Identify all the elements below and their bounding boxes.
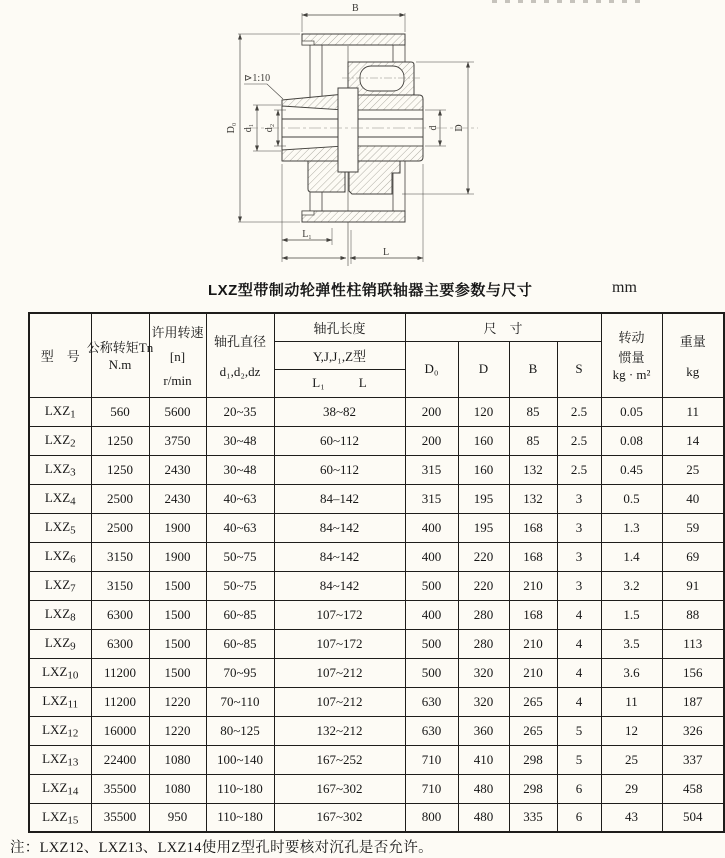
cell-inertia: 3.6 [601,658,662,687]
cell-s: 2.5 [557,397,601,426]
cell-b: 265 [509,716,557,745]
cropped-text-fragment [492,0,644,3]
cell-s: 5 [557,745,601,774]
cell-torque: 11200 [91,658,149,687]
cell-weight: 156 [662,658,724,687]
cell-bore: 40~63 [206,484,274,513]
cell-model [29,484,91,513]
model-number: 8 [70,611,76,624]
cell-d0: 500 [405,629,458,658]
cell-bore: 70~110 [206,687,274,716]
table-row [29,542,724,571]
cell-d: 480 [458,774,509,803]
dim-label-l: L [382,247,390,258]
model-series: LXZ [44,547,71,563]
technical-drawing [210,0,510,276]
cell-inertia: 0.45 [601,455,662,484]
cell-speed: 1900 [149,542,206,571]
cell-length: 107~172 [274,600,405,629]
model-number: 4 [70,495,76,508]
dim-label-l1: L₁ [302,229,312,240]
cell-d: 195 [458,484,509,513]
cell-s: 4 [557,600,601,629]
cell-d: 480 [458,803,509,832]
model-series: LXZ [44,460,71,476]
cell-b: 168 [509,542,557,571]
cell-length: 107~172 [274,629,405,658]
table-row [29,571,724,600]
cell-inertia: 3.2 [601,571,662,600]
cell-b: 265 [509,687,557,716]
cell-s: 4 [557,658,601,687]
cell-weight: 40 [662,484,724,513]
page-title: LXZ型带制动轮弹性柱销联轴器主要参数与尺寸 [208,282,533,299]
cell-speed: 2430 [149,455,206,484]
cell-length: 60~112 [274,455,405,484]
cell-s: 6 [557,774,601,803]
model-number: 6 [70,553,76,566]
cell-torque: 35500 [91,774,149,803]
cell-d0: 315 [405,484,458,513]
model-series: LXZ [44,605,71,621]
cell-model [29,600,91,629]
cell-d: 120 [458,397,509,426]
cell-speed: 3750 [149,426,206,455]
cell-s: 3 [557,542,601,571]
cell-length: 167~302 [274,803,405,832]
col-header-length-types: Y,J,J₁,Z型 [274,341,405,369]
cell-inertia: 0.5 [601,484,662,513]
taper-note: ⊳1:10 [244,73,271,84]
table-row [29,513,724,542]
speed-label: 许用转速 [151,324,204,340]
model-number: 3 [70,466,76,479]
l-label: L [358,375,367,390]
cell-model [29,803,91,832]
cell-length: 84–142 [274,484,405,513]
cell-speed: 1080 [149,745,206,774]
cell-speed: 1900 [149,513,206,542]
cell-model [29,455,91,484]
cell-inertia: 3.5 [601,629,662,658]
cell-s: 6 [557,803,601,832]
cell-speed: 950 [149,803,206,832]
cell-inertia: 12 [601,716,662,745]
col-header-bore [206,313,274,397]
cell-torque: 6300 [91,600,149,629]
cell-length: 84~142 [274,513,405,542]
cell-d0: 200 [405,397,458,426]
dim-label-D: D [454,124,465,132]
cell-model [29,397,91,426]
cell-b: 132 [509,484,557,513]
cell-bore: 20~35 [206,397,274,426]
cell-b: 298 [509,774,557,803]
cell-model [29,658,91,687]
cell-inertia: 0.05 [601,397,662,426]
model-number: 13 [67,756,79,769]
cell-weight: 91 [662,571,724,600]
cell-d0: 200 [405,426,458,455]
cell-length: 107~212 [274,658,405,687]
cell-d0: 500 [405,658,458,687]
cell-speed: 1080 [149,774,206,803]
cell-bore: 100~140 [206,745,274,774]
cell-length: 132~212 [274,716,405,745]
model-series: LXZ [42,721,68,737]
table-row [29,716,724,745]
cell-inertia: 1.3 [601,513,662,542]
dim-label-d1: d₁ [243,123,254,133]
cell-weight: 504 [662,803,724,832]
cell-b: 210 [509,571,557,600]
inertia-unit: kg · m² [612,367,651,383]
table-row [29,426,724,455]
cell-weight: 59 [662,513,724,542]
table-row [29,629,724,658]
cell-model [29,513,91,542]
cell-b: 335 [509,803,557,832]
cell-d: 220 [458,542,509,571]
model-series: LXZ [42,779,68,795]
cell-d0: 710 [405,774,458,803]
cell-b: 298 [509,745,557,774]
cell-d0: 400 [405,513,458,542]
cell-model [29,687,91,716]
cell-length: 107~212 [274,687,405,716]
table-row [29,774,724,803]
cell-torque: 1250 [91,426,149,455]
model-number: 11 [67,698,79,711]
cell-speed: 1500 [149,600,206,629]
footnote: 注：LXZ12、LXZ13、LXZ14使用Z型孔时要核对沉孔是否允许。 [10,840,433,856]
weight-label: 重量 [679,333,706,349]
cell-speed: 5600 [149,397,206,426]
cell-length: 167~252 [274,745,405,774]
model-number: 14 [67,785,79,798]
cell-weight: 337 [662,745,724,774]
col-header-torque [86,313,154,397]
cell-torque: 22400 [91,745,149,774]
cell-torque: 16000 [91,716,149,745]
cell-weight: 326 [662,716,724,745]
cell-inertia: 11 [601,687,662,716]
cell-b: 132 [509,455,557,484]
table-row [29,658,724,687]
l1-label: L₁ [312,375,325,390]
cell-length: 60~112 [274,426,405,455]
cell-weight: 187 [662,687,724,716]
bore-symbols: d₁,d₂,dz [219,363,261,379]
cell-d0: 315 [405,455,458,484]
cell-d: 195 [458,513,509,542]
model-series: LXZ [44,518,71,534]
cell-b: 168 [509,513,557,542]
cell-d0: 710 [405,745,458,774]
col-header-l1-l [274,369,405,397]
dim-label-d: d [428,125,439,131]
cell-bore: 80~125 [206,716,274,745]
cell-bore: 60~85 [206,629,274,658]
cell-bore: 30~48 [206,426,274,455]
table-row [29,600,724,629]
torque-label: 公称转矩Tn [86,340,154,356]
cell-d: 320 [458,658,509,687]
torque-unit: N.m [108,357,132,373]
cell-bore: 50~75 [206,571,274,600]
cell-s: 3 [557,571,601,600]
model-series: LXZ [44,431,71,447]
model-series: LXZ [44,576,71,592]
cell-s: 4 [557,687,601,716]
cell-model [29,426,91,455]
cell-d0: 400 [405,600,458,629]
cell-b: 210 [509,629,557,658]
cell-d0: 630 [405,687,458,716]
cell-d: 280 [458,600,509,629]
col-header-model-label: 型 号 [40,348,80,364]
cell-inertia: 1.4 [601,542,662,571]
col-header-b: B [509,341,557,397]
col-header-size-group: 尺 寸 [405,313,601,341]
cell-bore: 60~85 [206,600,274,629]
inertia-label-2: 惯量 [618,350,645,366]
col-header-s: S [557,341,601,397]
speed-unit: r/min [163,372,192,388]
cell-model [29,774,91,803]
cell-length: 84~142 [274,542,405,571]
table-row [29,745,724,774]
cell-speed: 2430 [149,484,206,513]
cell-d: 320 [458,687,509,716]
cell-d0: 800 [405,803,458,832]
dim-label-b: B [352,3,359,14]
cell-model [29,629,91,658]
model-series: LXZ [44,489,71,505]
cell-inertia: 43 [601,803,662,832]
model-series: LXZ [42,692,68,708]
cell-s: 2.5 [557,455,601,484]
col-header-speed [149,313,206,397]
cell-bore: 110~180 [206,803,274,832]
cell-weight: 69 [662,542,724,571]
cell-s: 3 [557,484,601,513]
model-number: 15 [67,814,79,826]
cell-d0: 630 [405,716,458,745]
cell-weight: 458 [662,774,724,803]
cell-inertia: 29 [601,774,662,803]
model-number: 12 [67,727,79,740]
cell-speed: 1500 [149,629,206,658]
cell-d: 360 [458,716,509,745]
cell-weight: 88 [662,600,724,629]
model-number: 5 [70,524,76,537]
col-header-d0: D₀ [405,341,458,397]
cell-d: 410 [458,745,509,774]
cell-length: 84~142 [274,571,405,600]
cell-d: 280 [458,629,509,658]
cell-d0: 500 [405,571,458,600]
table-row [29,455,724,484]
model-number: 1 [70,408,76,421]
cell-s: 2.5 [557,426,601,455]
cell-speed: 1220 [149,687,206,716]
cell-torque: 1250 [91,455,149,484]
cell-model [29,571,91,600]
model-series: LXZ [42,750,68,766]
cell-model [29,745,91,774]
col-header-weight [662,313,724,397]
col-header-length-group: 轴孔长度 [274,313,405,341]
table-row [29,803,724,832]
cell-b: 210 [509,658,557,687]
cell-model [29,716,91,745]
cell-torque: 11200 [91,687,149,716]
cell-inertia: 0.08 [601,426,662,455]
model-number: 2 [70,437,76,450]
cell-speed: 1220 [149,716,206,745]
cell-model [29,542,91,571]
cell-inertia: 25 [601,745,662,774]
cell-length: 167~302 [274,774,405,803]
cell-torque: 3150 [91,542,149,571]
col-header-inertia [601,313,662,397]
cell-speed: 1500 [149,571,206,600]
cell-torque: 6300 [91,629,149,658]
cell-s: 4 [557,629,601,658]
cell-b: 168 [509,600,557,629]
cell-torque: 560 [91,397,149,426]
table-row [29,687,724,716]
cell-s: 3 [557,513,601,542]
cell-b: 85 [509,426,557,455]
col-header-d: D [458,341,509,397]
model-number: 10 [67,669,79,682]
model-number: 9 [70,640,76,653]
cell-weight: 14 [662,426,724,455]
speed-symbol: [n] [169,348,186,364]
cell-d0: 400 [405,542,458,571]
cell-bore: 30~48 [206,455,274,484]
weight-unit: kg [686,363,700,379]
table-row [29,484,724,513]
cell-d: 160 [458,455,509,484]
cell-length: 38~82 [274,397,405,426]
cell-weight: 113 [662,629,724,658]
cell-speed: 1500 [149,658,206,687]
cell-d: 220 [458,571,509,600]
dim-label-d2: d₂ [264,123,275,133]
cell-torque: 2500 [91,513,149,542]
model-number: 7 [70,582,76,595]
cell-bore: 40~63 [206,513,274,542]
table-row [29,397,724,426]
model-series: LXZ [44,634,71,650]
cell-bore: 70~95 [206,658,274,687]
cell-inertia: 1.5 [601,600,662,629]
model-series: LXZ [42,808,68,824]
dim-label-d0: D₀ [226,122,237,134]
bore-label: 轴孔直径 [213,333,266,349]
cell-torque: 2500 [91,484,149,513]
model-series: LXZ [44,402,71,418]
model-series: LXZ [42,663,68,679]
cell-s: 5 [557,716,601,745]
cell-d: 160 [458,426,509,455]
cell-bore: 110~180 [206,774,274,803]
cell-torque: 35500 [91,803,149,832]
cell-b: 85 [509,397,557,426]
unit-label: mm [612,279,637,296]
cell-bore: 50~75 [206,542,274,571]
col-header-model [29,313,91,397]
cell-weight: 25 [662,455,724,484]
inertia-label-1: 转动 [618,330,645,346]
cell-weight: 11 [662,397,724,426]
cell-torque: 3150 [91,571,149,600]
parameters-table [28,312,725,833]
